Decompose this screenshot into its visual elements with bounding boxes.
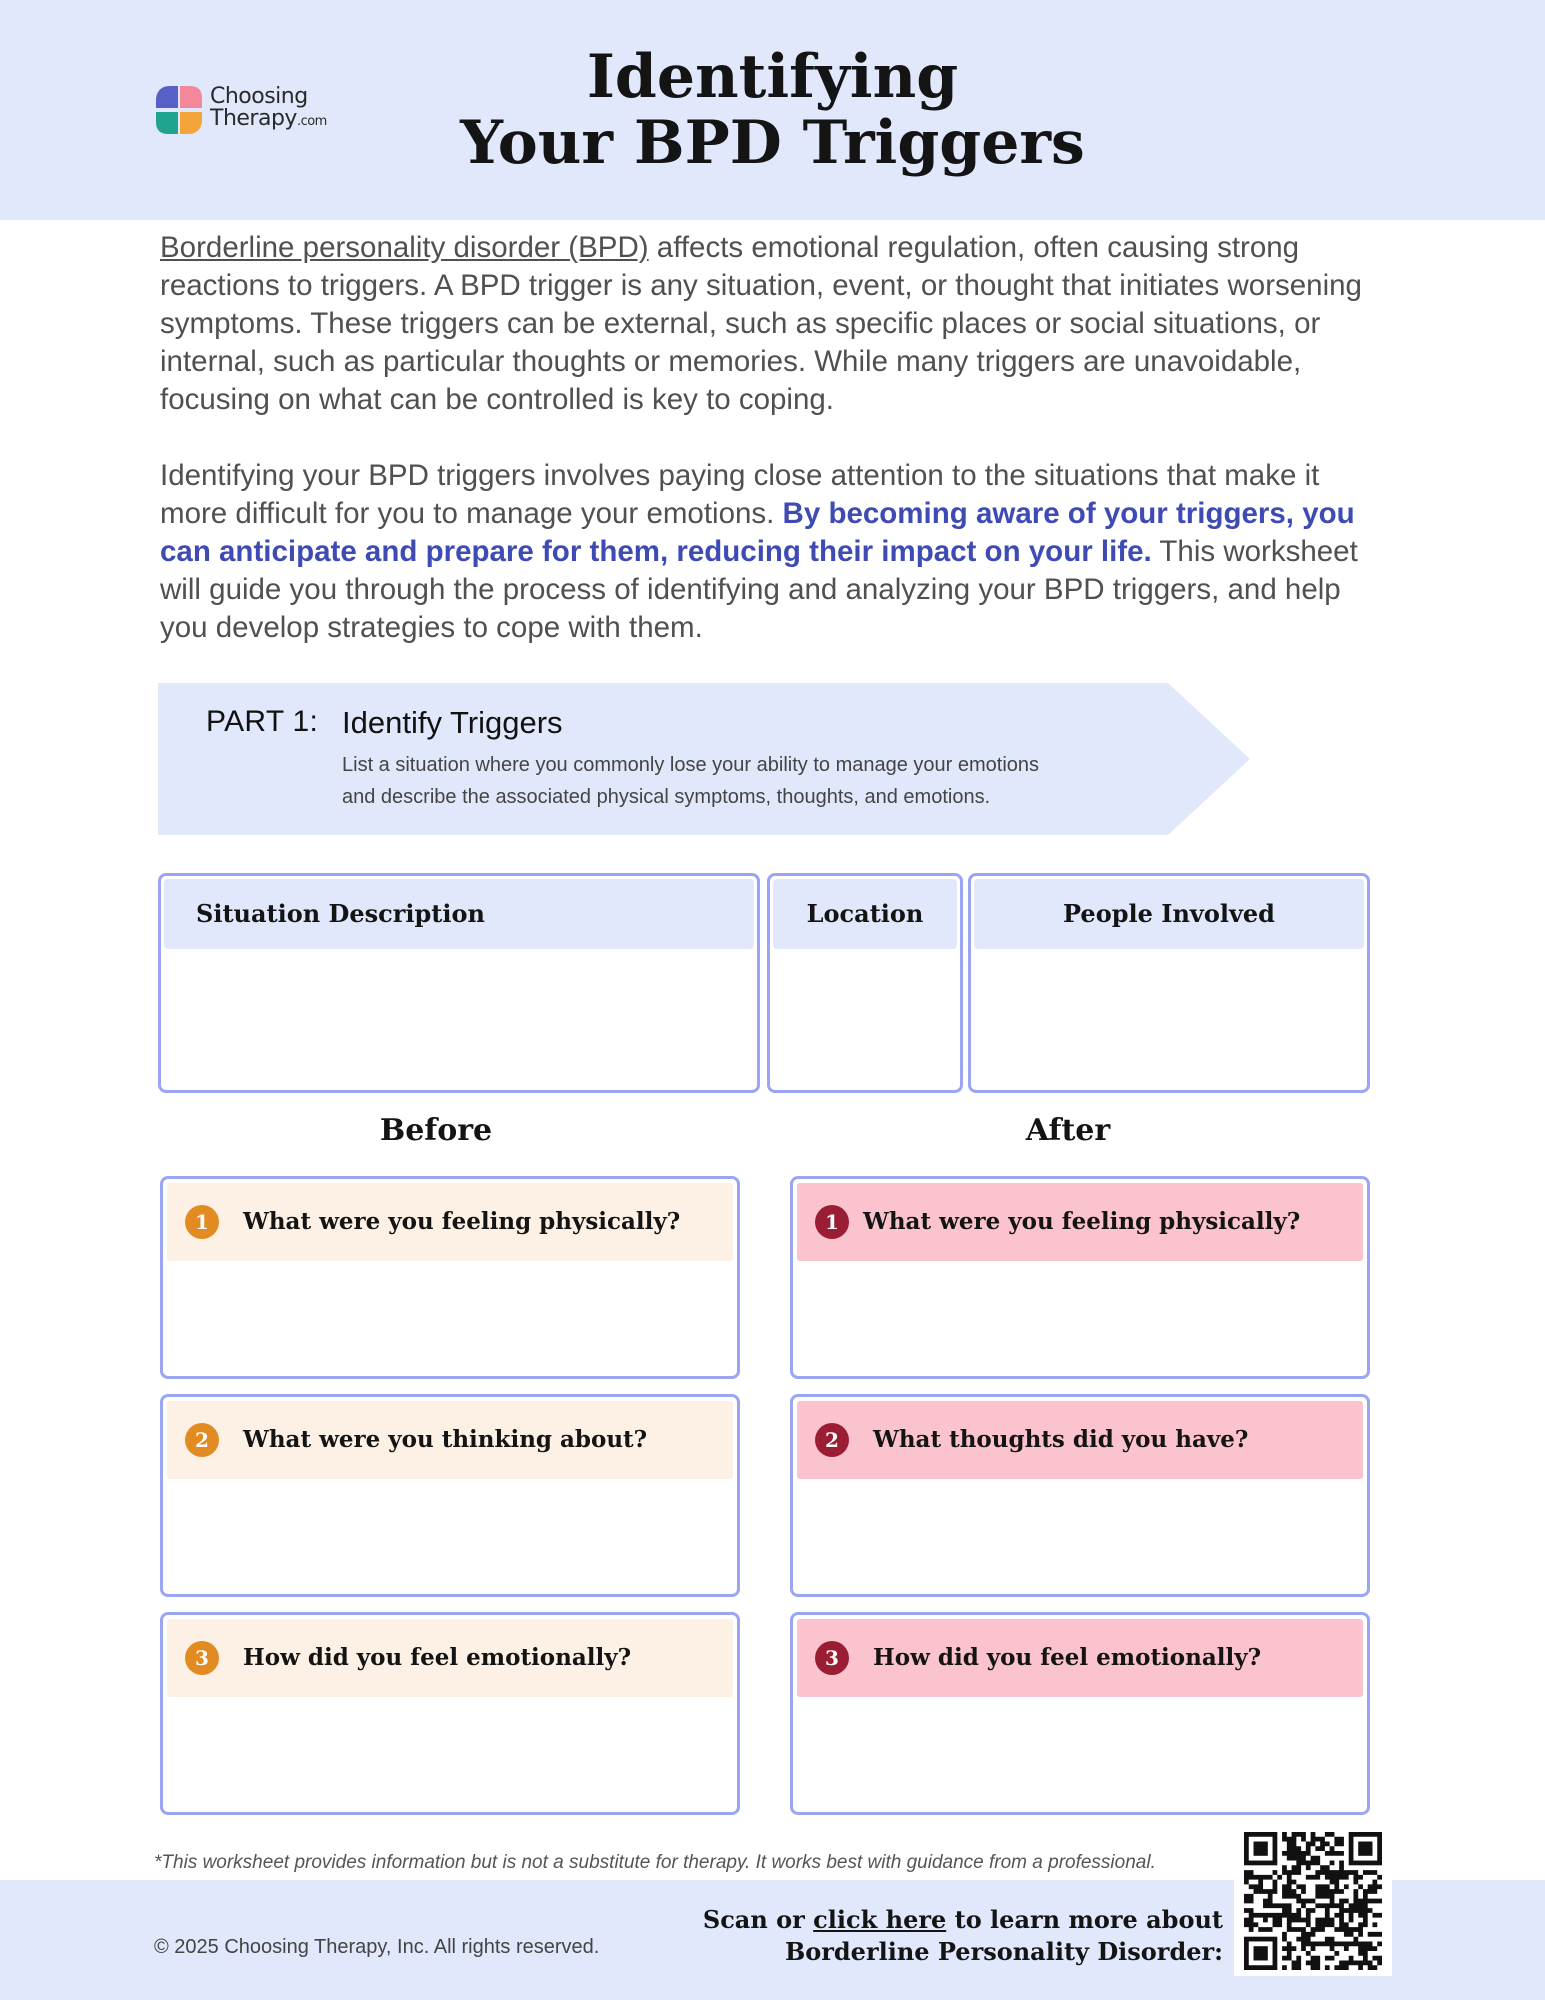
- logo-wordmark: [210, 86, 327, 133]
- qr-code[interactable]: [1234, 1826, 1392, 1976]
- intro-p2-highlight: By becoming aware of your triggers, you can anticipate and prepare for them, reducing their impact on your life.: [160, 497, 1355, 568]
- scan-cta: [703, 1904, 1223, 1968]
- page-title: [400, 44, 1145, 176]
- after-question-box-1[interactable]: [790, 1176, 1370, 1379]
- logo-icon: [154, 84, 204, 136]
- question-text: What were you feeling physically?: [863, 1208, 1301, 1235]
- after-question-header: [797, 1183, 1363, 1261]
- after-question-header: [797, 1401, 1363, 1479]
- before-heading: Before: [379, 1113, 493, 1148]
- title-line-1: Identifying: [586, 42, 959, 112]
- part-desc-line-2: and describe the associated physical symptoms, thoughts, and emotions.: [342, 786, 991, 808]
- intro-paragraph-2: [160, 457, 1390, 647]
- qr-code-icon: [1244, 1832, 1382, 1970]
- scan-end: to learn more about: [946, 1905, 1223, 1934]
- qr-finder-pattern: [1244, 1937, 1277, 1970]
- scan-start: Scan or: [702, 1905, 814, 1934]
- people-involved-header: People Involved: [974, 879, 1364, 949]
- part-1-banner: [158, 683, 1250, 835]
- title-line-2: Your BPD Triggers: [460, 108, 1085, 178]
- bpd-link[interactable]: Borderline personality disorder (BPD): [160, 231, 649, 264]
- question-text: What thoughts did you have?: [873, 1426, 1249, 1453]
- scan-line-2: Borderline Personality Disorder:: [784, 1937, 1223, 1966]
- part-description: [342, 749, 1102, 813]
- scan-line-1: [703, 1904, 1223, 1936]
- intro-paragraph-1: [160, 229, 1390, 419]
- after-question-box-2[interactable]: [790, 1394, 1370, 1597]
- situation-description-box[interactable]: [158, 873, 760, 1093]
- choosing-therapy-logo[interactable]: [154, 84, 334, 140]
- copyright: © 2025 Choosing Therapy, Inc. All rights reserved.: [154, 1936, 600, 1958]
- question-text: How did you feel emotionally?: [873, 1644, 1262, 1671]
- intro-p2-end: This worksheet will guide you through the process of identifying and analyzing your BPD triggers, and help you develop strategies to cope with them.: [160, 535, 1358, 644]
- click-here-link[interactable]: click here: [813, 1905, 947, 1934]
- number-badge: 2: [815, 1423, 849, 1457]
- part-label: PART 1:: [206, 705, 319, 738]
- number-badge: 1: [185, 1205, 219, 1239]
- logo-suffix: .com: [296, 114, 327, 129]
- number-badge: 3: [185, 1641, 219, 1675]
- qr-finder-pattern: [1244, 1832, 1277, 1865]
- intro-text: [160, 229, 1390, 685]
- logo-line1: Choosing: [210, 84, 308, 109]
- logo-line2: Therapy: [210, 106, 297, 131]
- number-badge: 1: [815, 1205, 849, 1239]
- location-box[interactable]: [767, 873, 963, 1093]
- after-heading: After: [1025, 1113, 1111, 1148]
- before-question-header: [167, 1619, 733, 1697]
- intro-p2-start: Identifying your BPD triggers involves paying close attention to the situations that make it more difficult for you to manage your emotions.: [160, 459, 1320, 530]
- header-band: [0, 0, 1545, 220]
- before-question-header: [167, 1401, 733, 1479]
- number-badge: 2: [185, 1423, 219, 1457]
- number-badge: 3: [815, 1641, 849, 1675]
- qr-finder-pattern: [1349, 1832, 1382, 1865]
- location-header: Location: [773, 879, 957, 949]
- part-desc-line-1: List a situation where you commonly lose your ability to manage your emotions: [342, 754, 1040, 776]
- question-text: What were you thinking about?: [243, 1426, 648, 1453]
- people-involved-box[interactable]: [968, 873, 1370, 1093]
- intro-p1-body: affects emotional regulation, often causing strong reactions to triggers. A BPD trigger is any situation, event, or thought that initiates worsening symptoms. These triggers can be external, such as specific places or social situations, or internal, such as particular thoughts or memories. While many triggers are unavoidable, focusing on what can be controlled is key to coping.: [160, 231, 1362, 416]
- before-question-header: [167, 1183, 733, 1261]
- before-question-box-2[interactable]: [160, 1394, 740, 1597]
- before-question-box-1[interactable]: [160, 1176, 740, 1379]
- after-question-box-3[interactable]: [790, 1612, 1370, 1815]
- disclaimer: *This worksheet provides information but is not a substitute for therapy. It works best with guidance from a professional.: [154, 1852, 1156, 1873]
- before-question-box-3[interactable]: [160, 1612, 740, 1815]
- after-question-header: [797, 1619, 1363, 1697]
- question-text: What were you feeling physically?: [243, 1208, 681, 1235]
- situation-description-header: Situation Description: [164, 879, 754, 949]
- question-text: How did you feel emotionally?: [243, 1644, 632, 1671]
- part-title: Identify Triggers: [342, 705, 563, 740]
